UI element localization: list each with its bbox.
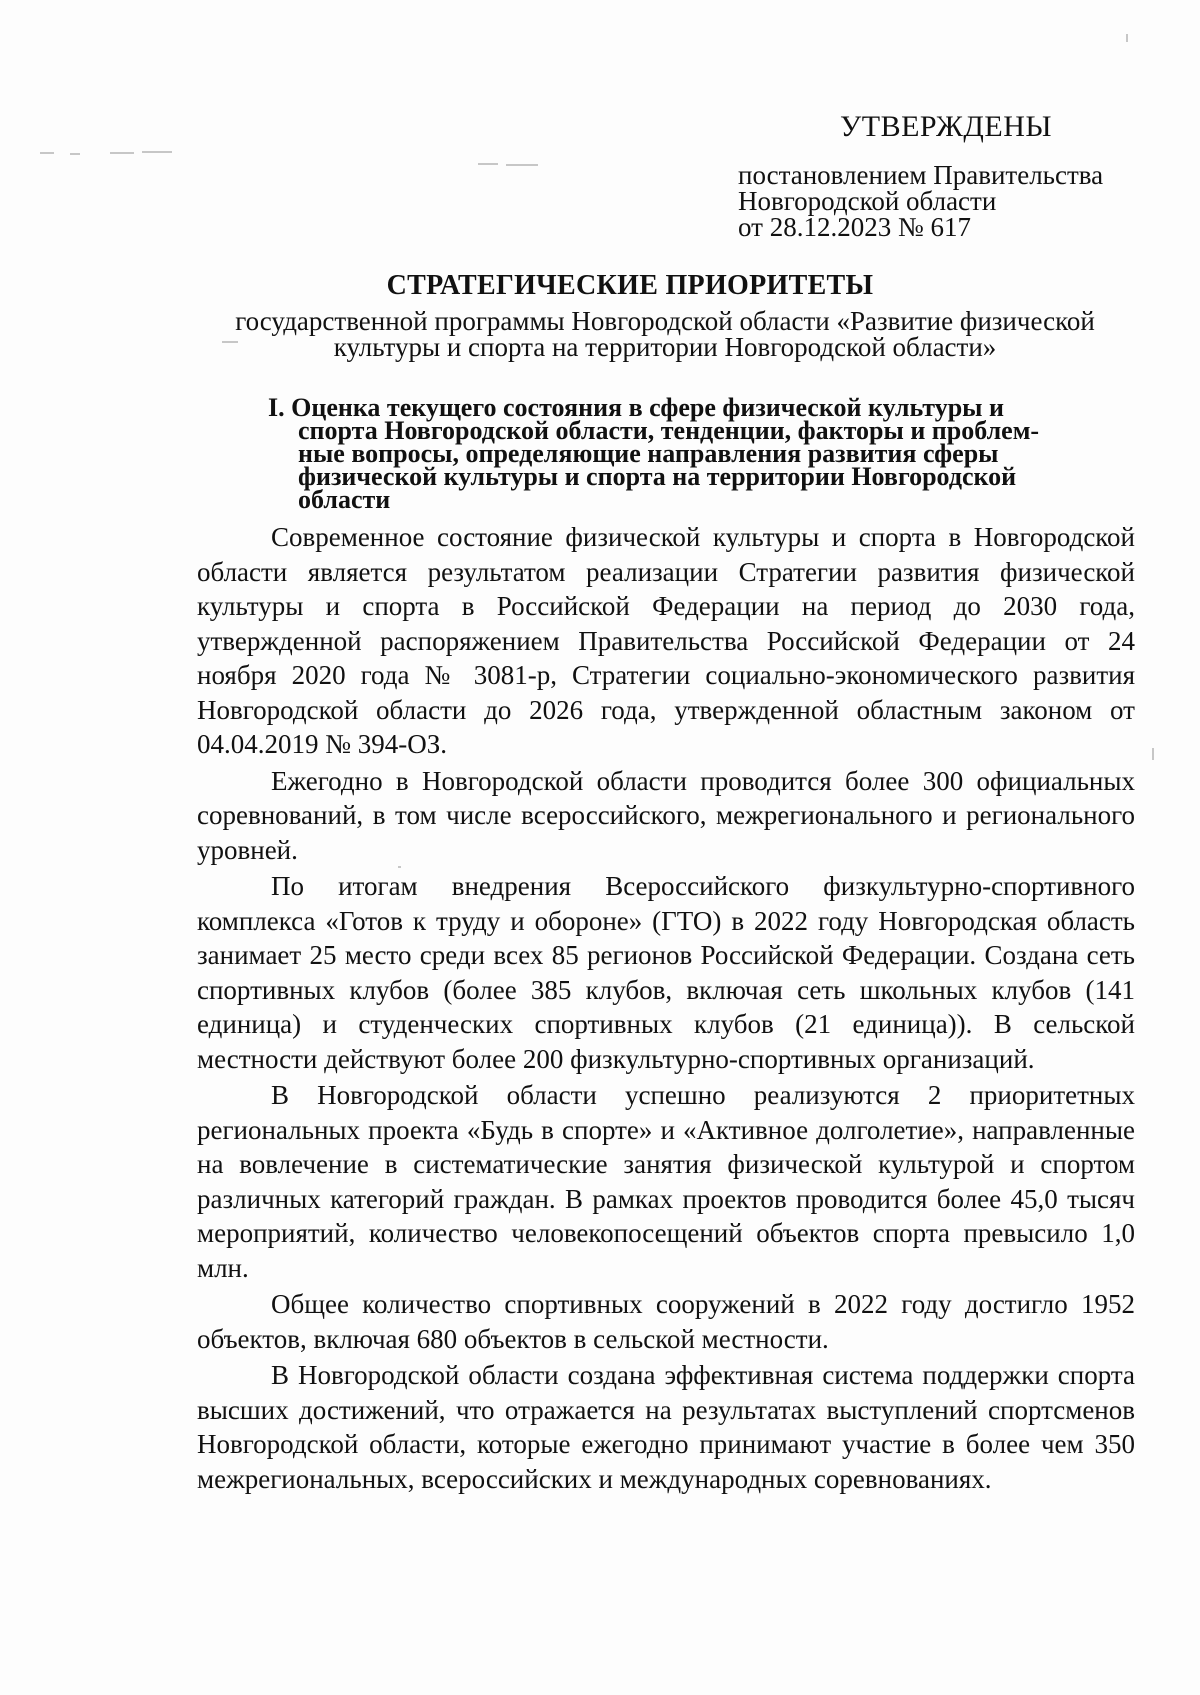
document-title: СТРАТЕГИЧЕСКИЕ ПРИОРИТЕТЫ [386,270,874,301]
scan-speck [142,151,172,153]
body-paragraph: В Новгородской области успешно реализуются 2 приоритетных региональных проекта «Будь в спорте» и «Активное долголетие», направленные на вовлечение в систематические занятия физической культурой и спортом различных категорий граждан. В рамках проектов проводится более 45,0 тысяч мероприятий, количество человекопосещений объектов спорта превысило 1,0 млн. [197,1080,1135,1283]
scan-speck [40,152,54,154]
subtitle-line: культуры и спорта на территории Новгородской области» [333,332,997,362]
section-heading-line: ные вопросы, определяющие направления развития сферы [298,439,999,468]
subtitle-line: государственной программы Новгородской области «Развитие физической [235,306,1095,336]
section-heading-line: физической культуры и спорта на территории Новгородской [298,462,1017,491]
scan-speck [478,163,498,165]
scan-speck [1126,34,1128,42]
approval-stamp: УТВЕРЖДЕНЫ [840,110,1053,143]
section-heading-line: спорта Новгородской области, тенденции, факторы и проблем- [298,416,1040,445]
body-paragraph: Ежегодно в Новгородской области проводится более 300 официальных соревнований, в том числе всероссийского, межрегионального и регионального уровней. [197,765,1135,865]
scan-speck [506,164,538,166]
document-body [197,520,1135,1498]
body-paragraph: В Новгородской области создана эффективная система поддержки спорта высших достижений, что отражается на результатах выступлений спортсменов Новгородской области, которые ежегодно принимают участие в более чем 350 межрегиональных, всероссийских и международных соревнованиях. [197,1360,1135,1494]
approval-line: Новгородской области [738,186,997,216]
approval-line: постановлением Правительства [738,160,1104,190]
scan-speck [1152,748,1154,760]
document-subtitle [200,308,1130,360]
body-paragraph: По итогам внедрения Всероссийского физкультурно-спортивного комплекса «Готов к труду и обороне» (ГТО) в 2022 году Новгородская область занимает 25 место среди всех 85 регионов Российской Федерации. Создана сеть спортивных клубов (более 385 клубов, включая сеть школьных клубов (141 единица) и студенческих спортивных клубов (21 единица)). В сельской местности действуют более 200 физкультурно-спортивных организаций. [197,871,1135,1074]
body-paragraph: Современное состояние физической культуры и спорта в Новгородской области является результатом реализации Стратегии развития физической культуры и спорта в Российской Федерации на период до 2030 года, утвержденной распоряжением Правительства Российской Федерации от 24 ноября 2020 года № 3081-р, Стратегии социально-экономического развития Новгородской области до 2026 года, утвержденной областным законом от 04.04.2019 № 394-ОЗ. [197,522,1135,759]
approval-line: от 28.12.2023 № 617 [738,212,971,242]
section-heading-line: области [298,485,391,514]
approval-block [738,110,1158,240]
body-paragraph: Общее количество спортивных сооружений в 2022 году достигло 1952 объектов, включая 680 объектов в сельской местности. [197,1289,1135,1354]
scan-speck [110,152,134,154]
scan-speck [70,153,80,155]
section-heading [268,393,1118,514]
section-heading-line: I. Оценка текущего состояния в сфере физической культуры и [268,393,1004,422]
